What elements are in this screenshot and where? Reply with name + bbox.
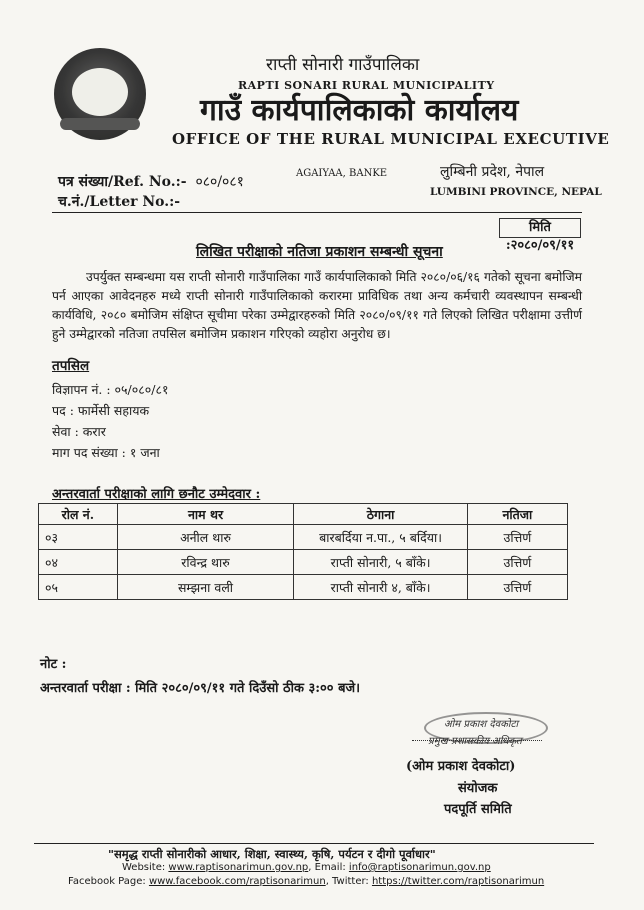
table-row	[39, 550, 568, 575]
government-emblem-icon	[54, 48, 146, 140]
name-cell: सम्झना वली	[117, 575, 294, 600]
office-name-np: गाउँ कार्यपालिकाको कार्यालय	[200, 93, 519, 128]
required-posts: माग पद संख्या : १ जना	[52, 445, 160, 460]
email-label: , Email:	[308, 862, 349, 873]
table-row	[39, 525, 568, 550]
letter-label: च.नं./Letter No.:-	[58, 194, 181, 210]
province-np: लुम्बिनी प्रदेश, नेपाल	[440, 164, 545, 180]
stamp-role: प्रमुख प्रशासकीय अधिकृत	[428, 736, 522, 747]
website-link[interactable]: www.raptisonarimun.gov.np	[168, 862, 309, 873]
interview-note: अन्तरवार्ता परीक्षा : मिति २०८०/०९/११ गते दिउँसो ठीक ३:०० बजे।	[40, 681, 361, 696]
name-cell: अनील थारु	[117, 525, 294, 550]
letter-number	[58, 192, 180, 211]
service-type: सेवा : करार	[52, 424, 106, 439]
result-cell: उत्तिर्ण	[467, 550, 567, 575]
website-label: Website:	[122, 862, 169, 873]
facebook-label: Facebook Page:	[68, 876, 149, 887]
reference-number	[58, 172, 244, 191]
signatory-role: संयोजक	[458, 781, 498, 796]
candidates-table	[38, 503, 568, 600]
header-name: नाम थर	[117, 504, 294, 525]
post-name: पद : फार्मेसी सहायक	[52, 403, 150, 418]
facebook-link[interactable]: www.facebook.com/raptisonarimun	[148, 876, 326, 887]
footer-slogan: "समृद्ध राप्ती सोनारीको आधार, शिक्षा, स्वास्थ्य, कृषि, पर्यटन र दीगो पूर्वाधार"	[108, 847, 436, 861]
footer-divider	[34, 843, 594, 844]
table-header-row	[39, 504, 568, 525]
header-address: ठेगाना	[294, 504, 467, 525]
office-name-en: OFFICE OF THE RURAL MUNICIPAL EXECUTIVE	[172, 130, 610, 148]
roll-cell: ०४	[39, 550, 118, 575]
result-cell: उत्तिर्ण	[467, 525, 567, 550]
footer-contact	[122, 862, 491, 873]
signatory-name: (ओम प्रकाश देवकोटा)	[406, 759, 516, 774]
roll-cell: ०३	[39, 525, 118, 550]
address-cell: राप्ती सोनारी ४, बाँके।	[294, 575, 467, 600]
twitter-link[interactable]: https://twitter.com/raptisonarimun	[371, 876, 545, 887]
email-link[interactable]: info@raptisonarimun.gov.np	[348, 862, 491, 873]
stamp-name: ओम प्रकाश देवकोटा	[444, 719, 519, 730]
notice-body: उपर्युक्त सम्बन्धमा यस राप्ती सोनारी गाउँपालिका गाउँ कार्यपालिकाको मिति २०८०/०६/१६ गतेको सूचना बमोजिम पर्न आएका आवेदनहरु मध्ये राप्ती सोनारी गाउँपालिकाको करारमा प्राविधिक तथा अन्य कर्मचारी व्यवस्थापन सम्बन्धी कार्यविधि, २०८० बमोजिम संक्षिप्त सूचीमा परेका उम्मेद्वारहरुको मिति २०८०/०९/११ गते लिएको लिखित परीक्षामा उत्तीर्ण हुने उम्मेद्वारको नतिजा तपसिल बमोजिम प्रकाशन गरिएको व्यहोरा अनुरोध छ।	[52, 270, 582, 341]
header-roll: रोल नं.	[39, 504, 118, 525]
signature-line	[412, 740, 542, 741]
note-label: नोट :	[40, 657, 67, 672]
signatory-committee: पदपूर्ति समिति	[444, 802, 512, 817]
municipality-name-np: राप्ती सोनारी गाउँपालिका	[266, 55, 420, 75]
date-box: मिति :२०८०/०९/११	[499, 218, 581, 238]
reference-value: ०८०/०८१	[195, 174, 244, 190]
table-row	[39, 575, 568, 600]
result-cell: उत्तिर्ण	[467, 575, 567, 600]
address-cell: बारबर्दिया न.पा., ५ बर्दिया।	[294, 525, 467, 550]
header-result: नतिजा	[467, 504, 567, 525]
advertisement-number: विज्ञापन नं. : ०५/०८०/८१	[52, 382, 169, 397]
notice-subject: लिखित परीक्षाको नतिजा प्रकाशन सम्बन्धी सूचना	[196, 244, 443, 260]
office-place: AGAIYAA, BANKE	[296, 168, 388, 179]
address-cell: राप्ती सोनारी, ५ बाँके।	[294, 550, 467, 575]
details-heading: तपसिल	[52, 358, 90, 374]
reference-label: पत्र संख्या/Ref. No.:-	[58, 174, 187, 190]
municipality-name-en: RAPTI SONARI RURAL MUNICIPALITY	[238, 79, 495, 92]
province-en: LUMBINI PROVINCE, NEPAL	[430, 186, 602, 198]
twitter-label: , Twitter:	[325, 876, 372, 887]
candidates-table-title: अन्तरवार्ता परीक्षाको लागि छनौट उम्मेदवार :	[52, 487, 261, 502]
roll-cell: ०५	[39, 575, 118, 600]
name-cell: रविन्द्र थारु	[117, 550, 294, 575]
header-divider	[52, 212, 582, 213]
footer-social	[68, 876, 544, 887]
